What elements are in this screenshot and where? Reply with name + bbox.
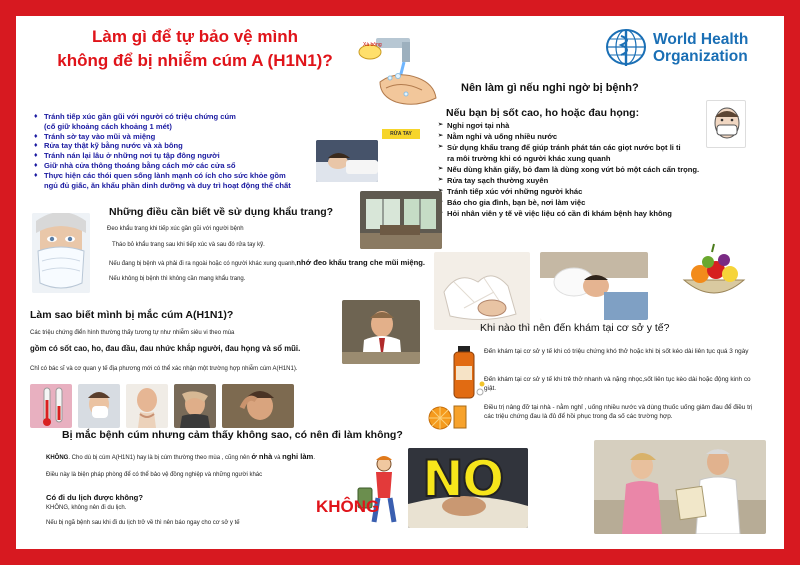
title-line-2: không để bị nhiễm cúm A (H1N1)? [57,51,333,70]
orange-juice-image [428,402,472,430]
know-heading: Làm sao biết mình bị mắc cúm A(H1N1)? [30,309,234,321]
sick-in-bed-image [540,252,648,320]
suspect-heading: Nên làm gì nếu nghi ngờ bị bệnh? [461,82,639,94]
sleeping-woman-image [316,140,378,182]
sore-throat-image [126,384,168,428]
no-sign-image [408,448,528,528]
fatigue-man-image [222,384,294,428]
traveler-image [356,454,406,530]
mask-line-4: Nếu không bị bệnh thì không cần mang khẩu trang. [109,276,246,282]
soap-label: Xà bông [363,42,382,48]
protect-list [34,112,364,190]
headache-man-image [174,384,216,428]
protect-item: ♦ Tránh nán lại lâu ở những nơi tụ tập đông người [34,151,364,161]
thermometer-image [30,384,72,428]
mask-line-3 [109,258,459,269]
mask-emphasis: nhớ đeo khẩu trang che mũi miệng. [296,258,426,267]
mask-woman-image [32,213,90,293]
protect-item: ♦ Tránh sờ tay vào mũi và miệng [34,132,364,142]
work-line-1 [46,452,376,463]
sick-man-desk-image [342,300,420,364]
work-dot: . [313,455,315,461]
mask-line-3-text: Nếu đang bị bệnh và phải đi ra ngoài hoặc có người khác xung quanh, [109,261,297,267]
suspect-item: ➢ Nếu dùng khăn giấy, bỏ đam là dùng xong vứt bỏ một cách cẩn trọng. [438,164,768,175]
suspect-item: ➢ Sử dụng khẩu trang để giúp tránh phát tán các giọt nước bọt li ti [438,142,768,153]
suspect-item: ➢ Báo cho gia đình, bạn bè, nơi làm việc [438,197,768,208]
work-stay-home: ở nhà [251,452,273,461]
protect-item: (cố giữ khoảng cách khoảng 1 mét) [44,121,172,131]
travel-question: Có đi du lịch được không? [46,493,143,502]
medicine-image [448,342,488,404]
clinic-item-1: Đến khám tại cơ sở y tế khi có triệu chứng khó thở hoặc khi bị sốt kéo dài liên tục quá 3 ngày [484,348,749,355]
suspect-item: ➢ Nằm nghỉ và uống nhiều nước [438,131,768,142]
travel-note: Nếu bị ngã bệnh sau khi đi du lịch trở về thì nên báo ngay cho cơ sở y tế [46,520,240,526]
work-heading: Bị mắc bệnh cúm nhưng cảm thấy không sao, có nên đi làm không? [62,429,403,441]
suspect-item: ➢ Tránh tiếp xúc với những người khác [438,186,768,197]
clinic-heading: Khi nào thì nên đến khám tại cơ sở y tế? [480,322,670,334]
poster-sheet [16,16,784,549]
khong-label: KHÔNG [316,497,380,516]
suspect-item: ➢ Hỏi nhân viên y tế về việc liệu có cần đi khám bệnh hay không [438,208,768,219]
know-line-1: Các triệu chứng điển hình thường thấy tương tự như nhiễm siêu vi theo mùa [30,330,235,336]
travel-answer: KHÔNG, không nên đi du lịch. [46,505,127,511]
sneezing-woman-image [78,384,120,428]
who-emblem-icon [603,26,649,68]
mask-heading: Những điều cần biết về sử dụng khẩu trang? [109,206,334,218]
who-logo [603,24,778,72]
work-line-2: Điều này là biện pháp phòng để có thể bảo vệ đồng nghiệp và những người khác [46,472,263,478]
wash-hands-tag: RỬA TAY [382,129,420,139]
ventilated-room-image [360,191,442,249]
no-sign-text: NO [422,450,503,508]
work-rest: nghỉ làm [282,452,314,461]
clinic-item-3: Điều trị nâng đỡ tại nhà - nằm nghỉ , uống nhiều nước và dùng thuốc uống giảm đau để điều trị các triệu chứng đau là đủ để hồi phục trong đa số các trường hợp. [484,404,753,420]
masked-face-image [706,100,746,148]
clinic-item-2: Đến khám tại cơ sở y tế khi trẻ thở nhanh và nặng nhọc,sốt liên tục kèo dài hoặc động kinh co giật. [484,376,751,392]
mask-line-2: Tháo bỏ khẩu trang sau khi tiếp xúc và sau đó rửa tay kỹ. [112,242,265,248]
work-text: . Cho dù bị cúm A(H1N1) hay là bị cúm thường theo mùa , cũng nên [68,455,252,461]
mask-line-1: Đeo khẩu trang khi tiếp xúc gần gũi với người bệnh [107,226,244,232]
protect-item: ♦ Tránh tiếp xúc gần gũi với người có triệu chứng cúm [34,112,364,122]
suspect-item: ra môi trường khi có người khác xung quanh [447,154,611,163]
poster-title [50,25,340,73]
handwash-image [356,32,448,114]
protect-item: ♦ Thực hiện các thói quen sống lành mạnh có ích cho sức khỏe gồm [34,171,364,181]
tissues-image [434,252,530,330]
work-no-word: KHÔNG [46,455,69,461]
doctor-consult-image [594,440,766,534]
fruit-bowl-image [676,242,752,306]
who-line-2: Organization [653,48,748,65]
protect-item: ♦ Rửa tay thật kỹ bằng nước và xà bông [34,141,364,151]
suspect-item: ➢ Rửa tay sạch thường xuyên [438,175,768,186]
know-line-2: gồm có sốt cao, ho, đau đầu, đau nhức khắp người, đau họng và sổ mũi. [30,344,301,353]
title-line-1: Làm gì để tự bảo vệ mình [92,27,298,46]
know-line-3: Chỉ có bác sĩ và cơ quan y tế địa phương mới có thể xác nhận một trường hợp nhiễm cúm A(H1N1). [30,366,298,372]
who-line-1: World Health [653,31,749,48]
work-and: và [272,455,283,461]
protect-item: ♦ Giữ nhà cửa thông thoáng bằng cách mở các cửa sổ [34,161,364,171]
suspect-item: ➢ Nghỉ ngơi tại nhà [438,120,768,131]
suspect-subheading: Nếu bạn bị sốt cao, ho hoặc đau họng: [446,107,640,119]
protect-item: ngủ đủ giấc, ăn khẩu phần dinh dưỡng và duy trì hoạt động thể chất [44,180,291,190]
